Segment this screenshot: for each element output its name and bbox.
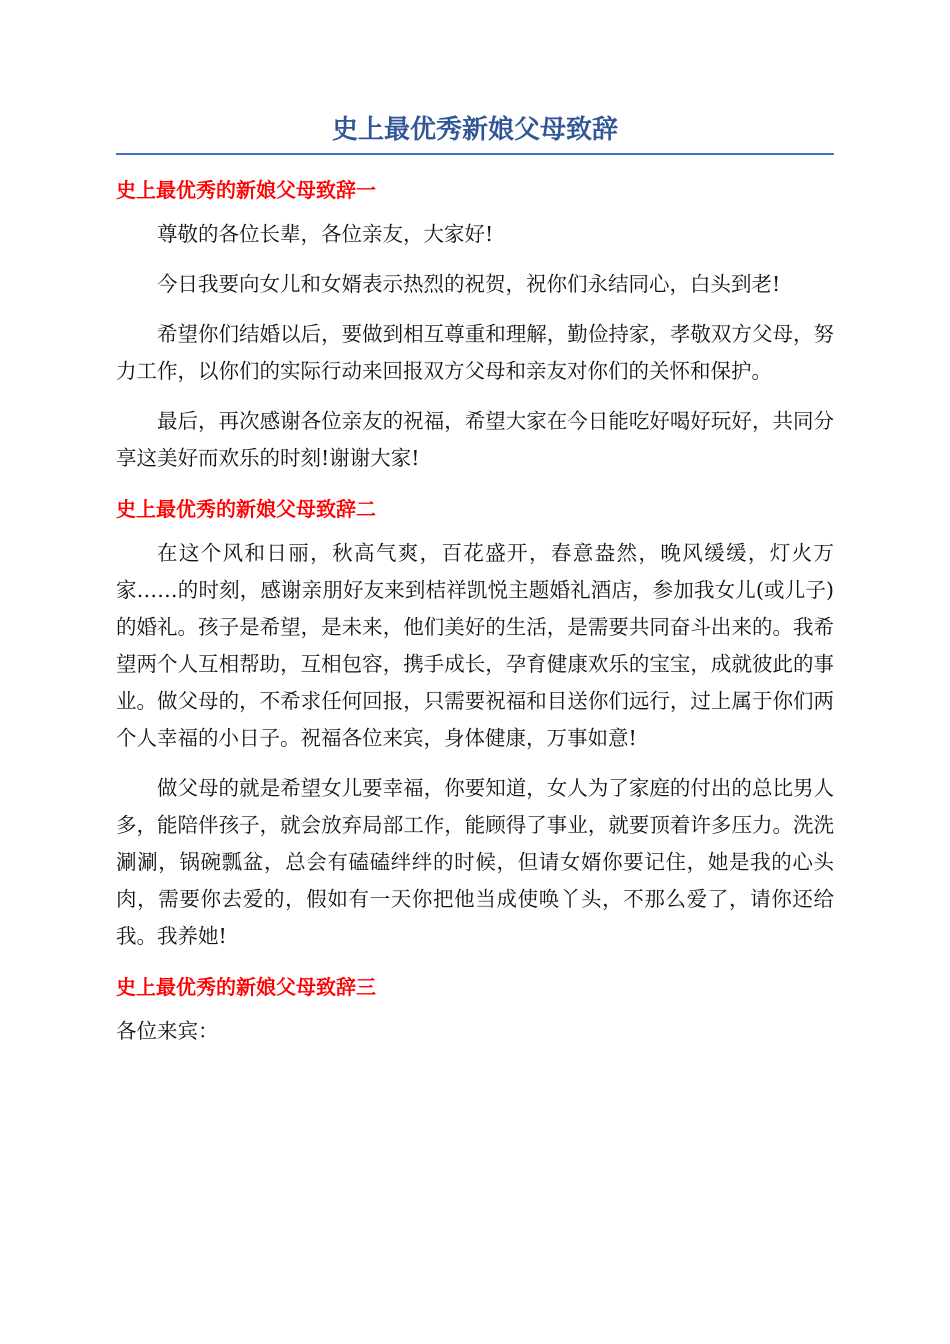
section-1-paragraph-2: 今日我要向女儿和女婿表示热烈的祝贺，祝你们永结同心，白头到老! — [157, 272, 781, 296]
section-3 — [116, 969, 834, 1050]
section-2-paragraph-1: 在这个风和日丽，秋高气爽，百花盛开，春意盎然，晚风缓缓，灯火万家……的时刻，感谢亲朋好友来到桔祥凯悦主题婚礼酒店，参加我女儿(或儿子)的婚礼。孩子是希望，是未来，他们美好的生活，是需要共同奋斗出来的。我希望两个人互相帮助，互相包容，携手成长，孕育健康欢乐的宝宝，成就彼此的事业。做父母的，不希求任何回报，只需要祝福和目送你们远行，过上属于你们两个人幸福的小日子。祝福各位来宾，身体健康，万事如意! — [116, 541, 834, 750]
section-1-paragraph-3: 希望你们结婚以后，要做到相互尊重和理解，勤俭持家，孝敬双方父母，努力工作，以你们的实际行动来回报双方父母和亲友对你们的关怀和保护。 — [116, 322, 834, 383]
section-1-heading: 史上最优秀的新娘父母致辞一 — [116, 178, 376, 202]
section-2-paragraph-2: 做父母的就是希望女儿要幸福，你要知道，女人为了家庭的付出的总比男人多，能陪伴孩子，就会放弃局部工作，能顾得了事业，就要顶着许多压力。洗洗涮涮，锅碗瓢盆，总会有磕磕绊绊的时候，但请女婿你要记住，她是我的心头肉，需要你去爱的，假如有一天你把他当成使唤丫头，不那么爱了，请你还给我。我养她! — [116, 776, 834, 948]
section-2-heading: 史上最优秀的新娘父母致辞二 — [116, 497, 376, 521]
section-2 — [116, 491, 834, 955]
document-page — [116, 110, 834, 1050]
section-1 — [116, 172, 834, 477]
section-1-paragraph-1: 尊敬的各位长辈，各位亲友，大家好! — [157, 222, 494, 246]
section-3-paragraph-1: 各位来宾： — [116, 1019, 219, 1043]
document-title: 史上最优秀新娘父母致辞 — [331, 115, 618, 145]
section-3-heading: 史上最优秀的新娘父母致辞三 — [116, 975, 376, 999]
section-1-paragraph-4: 最后，再次感谢各位亲友的祝福，希望大家在今日能吃好喝好玩好，共同分享这美好而欢乐的时刻!谢谢大家! — [116, 409, 834, 470]
